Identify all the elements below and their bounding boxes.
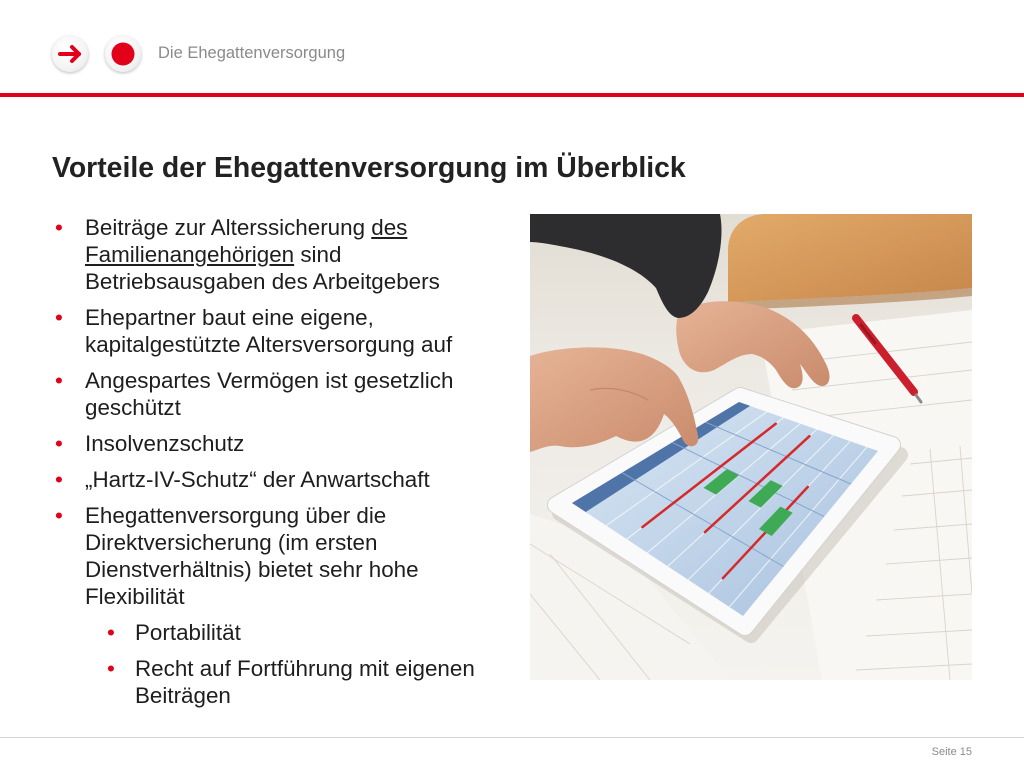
sub-bullet-item — [107, 619, 495, 646]
arrow-right-icon — [52, 36, 88, 72]
bullet-item — [55, 304, 495, 358]
section-title: Die Ehegattenversorgung — [158, 44, 346, 62]
bullet-item — [55, 466, 495, 493]
header-divider — [0, 93, 1024, 97]
bullet-item — [55, 430, 495, 457]
photo-illustration — [530, 214, 972, 680]
bullet-marker: • — [55, 503, 63, 528]
bullet-text-start: Beiträge zur Alterssicherung — [85, 215, 372, 240]
bullet-text: Ehegattenversorgung über die Direktversicherung (im ersten Dienstverhältnis) bietet sehr hohe Flexibilität — [85, 503, 419, 609]
bullet-text — [85, 214, 495, 295]
bullet-text: Angespartes Vermögen ist gesetzlich geschützt — [85, 368, 454, 420]
sub-bullet-item — [107, 655, 495, 709]
chair-backrest — [728, 214, 972, 302]
bullet-text-block — [85, 502, 495, 709]
red-dot-icon — [105, 36, 141, 72]
bullet-marker: • — [55, 368, 63, 393]
bullet-item — [55, 214, 495, 295]
footer-divider — [0, 737, 1024, 738]
sub-bullet-text: Recht auf Fortführung mit eigenen Beiträgen — [135, 656, 475, 708]
bullet-marker: • — [55, 467, 63, 492]
bullet-text: Insolvenzschutz — [85, 431, 245, 456]
sub-bullet-list — [107, 619, 495, 709]
bullet-text: „Hartz-IV-Schutz“ der Anwartschaft — [85, 467, 430, 492]
bullet-item — [55, 367, 495, 421]
slide-title: Vorteile der Ehegattenversorgung im Überblick — [52, 152, 686, 184]
bullet-marker: • — [55, 431, 63, 456]
sub-bullet-marker: • — [107, 656, 115, 681]
bullet-text: Ehepartner baut eine eigene, kapitalgestützte Altersversorgung auf — [85, 305, 453, 357]
page-number: Seite 15 — [931, 746, 972, 758]
bullet-marker: • — [55, 215, 63, 240]
bullet-item — [55, 502, 495, 709]
sub-bullet-marker: • — [107, 620, 115, 645]
bullet-list — [55, 214, 495, 709]
bullet-marker: • — [55, 305, 63, 330]
photo-tablet-hands — [530, 214, 972, 680]
sub-bullet-text: Portabilität — [135, 620, 241, 645]
underlined-term: des Familienangehörigen — [85, 215, 408, 267]
bullet-text-end: sind Betriebsausgaben des Arbeitgebers — [85, 242, 440, 294]
